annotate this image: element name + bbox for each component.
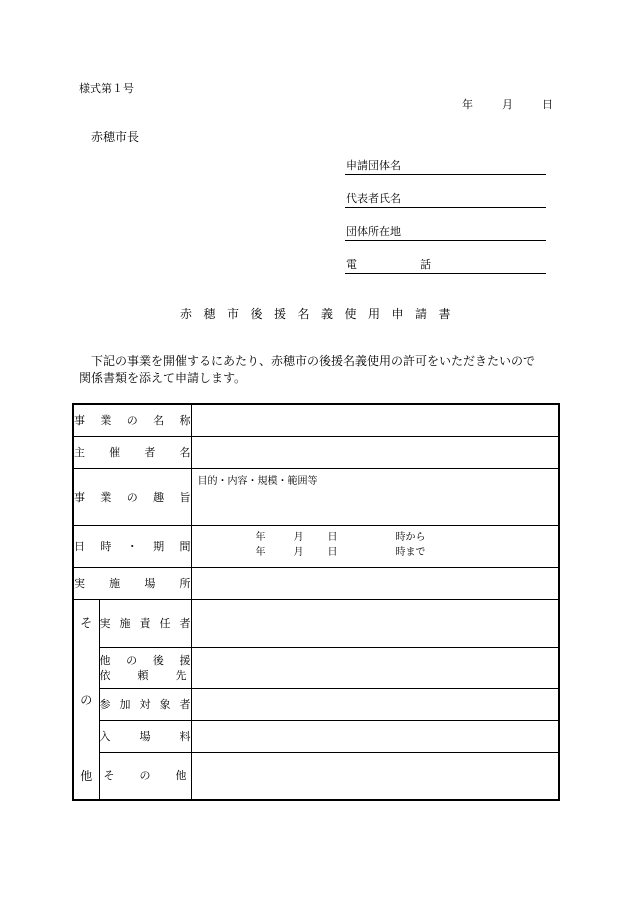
label-char: の: [80, 692, 93, 707]
statement-line-1: 下記の事業を開催するにあたり、赤穂市の後援名義使用の許可をいただきたいので: [91, 354, 536, 368]
row-organizer: [73, 436, 559, 468]
label-char: 者: [179, 697, 191, 711]
venue-input[interactable]: [191, 567, 559, 599]
label-char: の: [126, 490, 138, 504]
row-other-support: [73, 647, 559, 688]
purpose-input[interactable]: [191, 468, 559, 525]
label-char: 先: [175, 668, 187, 682]
label-char: そ: [103, 769, 115, 783]
label-char: 参: [99, 697, 111, 711]
label-char: 時: [100, 540, 112, 553]
recipient: 赤穂市長: [91, 130, 140, 144]
participants-label: [99, 688, 191, 720]
misc-label: [99, 752, 191, 800]
label-char: 称: [179, 414, 191, 428]
purpose-label: [73, 468, 191, 525]
label-char: 旨: [179, 490, 191, 504]
start-time: 時から: [395, 531, 426, 543]
date-month-label: 月: [502, 98, 513, 111]
label-char: 者: [179, 616, 191, 630]
end-time: 時まで: [395, 546, 426, 558]
label-char: 者: [144, 446, 156, 459]
end-day: 日: [327, 546, 338, 558]
label-char: 頼: [137, 668, 149, 682]
rep-name-label: 代表者氏名: [346, 192, 401, 205]
row-event-name: [73, 404, 559, 436]
label-char: 事: [74, 414, 85, 428]
label-char: の: [139, 769, 151, 783]
label-char: 施: [119, 616, 131, 630]
label-char: ・: [126, 540, 138, 553]
rep-name-field[interactable]: [345, 189, 546, 208]
label-char: 場: [144, 577, 156, 590]
start-month: 月: [293, 531, 304, 543]
label-char: の: [126, 414, 138, 428]
event-name-input[interactable]: [191, 404, 559, 436]
other-support-input[interactable]: [191, 647, 559, 688]
misc-input[interactable]: [191, 752, 559, 800]
phone-label: 電 話: [346, 258, 457, 271]
period-end: [256, 545, 426, 560]
label-char: そ: [80, 616, 93, 631]
label-char: 実: [99, 616, 111, 630]
date-day-label: 日: [542, 98, 553, 111]
label-char: 料: [179, 729, 191, 743]
label-char: 場: [139, 729, 151, 743]
responsible-input[interactable]: [191, 599, 559, 647]
org-name-field[interactable]: [345, 156, 546, 175]
request-statement: [79, 353, 559, 387]
label-char: 援: [179, 653, 191, 667]
label-char: 業: [100, 414, 112, 428]
label-char: 期: [153, 540, 165, 553]
label-char: 他: [80, 769, 93, 784]
application-date: [462, 96, 553, 112]
application-table: [72, 403, 560, 801]
period-start: [256, 530, 426, 545]
row-datetime: [73, 525, 559, 567]
label-char: 事: [74, 490, 85, 504]
label-char: 対: [139, 697, 151, 711]
label-char: 他: [99, 653, 111, 667]
label-char: 日: [74, 540, 85, 553]
row-admission: [73, 720, 559, 752]
datetime-label: [73, 525, 191, 567]
responsible-label: [99, 599, 191, 647]
organizer-label: [73, 436, 191, 468]
label-char: 依: [99, 668, 111, 682]
end-year: 年: [255, 546, 266, 558]
date-year-label: 年: [462, 98, 473, 111]
row-participants: [73, 688, 559, 720]
label-char: の: [126, 653, 138, 667]
row-responsible: [73, 599, 559, 647]
statement-line-2: 関係書類を添えて申請します。: [79, 371, 247, 385]
label-char: 名: [153, 414, 165, 428]
label-char: 業: [100, 490, 112, 504]
row-purpose: [73, 468, 559, 525]
org-name-label: 申請団体名: [346, 159, 401, 172]
label-char: 加: [119, 697, 131, 711]
venue-label: [73, 567, 191, 599]
start-day: 日: [327, 531, 338, 543]
other-section-label: [73, 599, 99, 800]
row-venue: [73, 567, 559, 599]
end-month: 月: [293, 546, 304, 558]
address-field[interactable]: [345, 222, 546, 241]
admission-label: [99, 720, 191, 752]
datetime-input[interactable]: [191, 525, 559, 567]
phone-field[interactable]: [345, 255, 546, 274]
document-title: 赤穂市後援名義使用申請書: [180, 307, 463, 321]
label-char: 名: [179, 446, 191, 459]
label-char: 施: [109, 577, 121, 590]
start-year: 年: [255, 531, 266, 543]
row-misc: [73, 752, 559, 800]
address-label: 団体所在地: [346, 225, 401, 238]
label-char: 趣: [153, 490, 165, 504]
label-char: 後: [152, 653, 164, 667]
participants-input[interactable]: [191, 688, 559, 720]
label-char: 象: [159, 697, 171, 711]
label-char: 催: [109, 446, 121, 459]
label-char: 主: [74, 446, 85, 459]
label-char: 他: [175, 769, 187, 783]
label-char: 間: [179, 540, 191, 553]
organizer-input[interactable]: [191, 436, 559, 468]
period-rows: [256, 530, 426, 560]
other-support-label: [99, 647, 191, 688]
label-char: 実: [74, 577, 85, 590]
label-char: 責: [139, 616, 151, 630]
label-char: 任: [159, 616, 171, 630]
label-char: 入: [99, 729, 111, 743]
event-name-label: [73, 404, 191, 436]
purpose-hint: 目的・内容・規模・範囲等: [197, 475, 318, 487]
label-char: 所: [179, 577, 191, 590]
form-number: 様式第１号: [79, 82, 134, 95]
admission-input[interactable]: [191, 720, 559, 752]
